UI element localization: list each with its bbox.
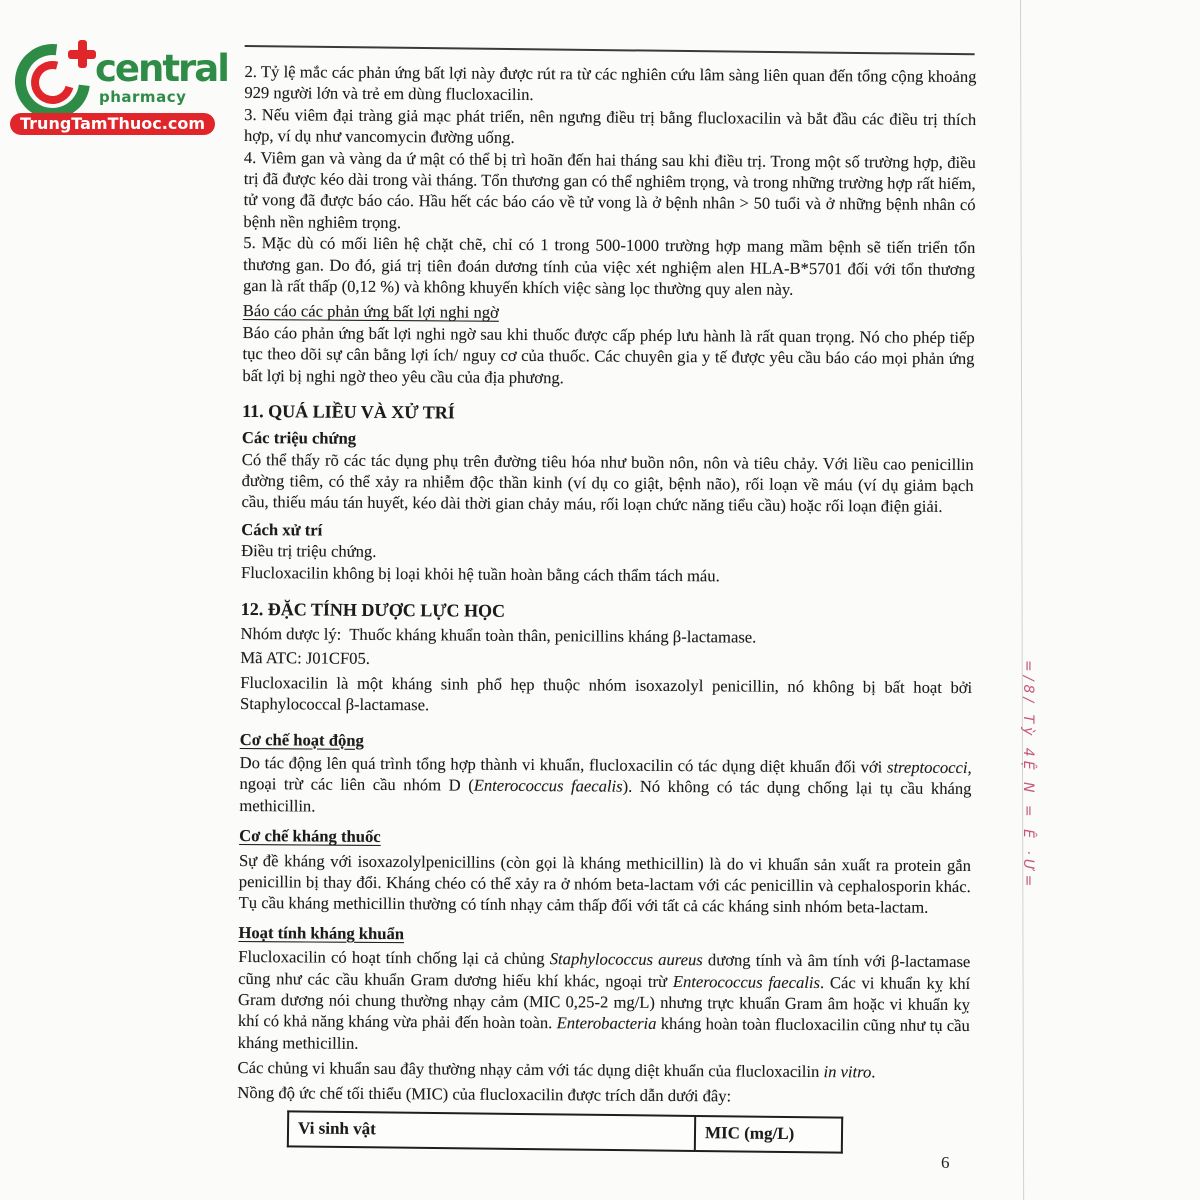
action-body: Do tác động lên quá trình tổng hợp thành vi khuẩn, flucloxacilin có tác dụng diệt khuẩn đối với streptococci, ngoại trừ các liên cầu nhóm D (Enterococcus faecalis). Nó không có tác dụng chống lại tụ cầu kháng methicillin.: [239, 752, 972, 816]
mic-table: [287, 1110, 843, 1154]
symptoms-heading: Các triệu chứng: [241, 428, 357, 448]
logo-tagline-text: pharmacy: [99, 88, 187, 106]
sensitive-strains-line: Các chủng vi khuẩn sau đây thường nhạy cảm với tác dụng diệt khuẩn của flucloxacilin in vitro.: [237, 1058, 876, 1082]
page-number: 6: [941, 1153, 950, 1172]
mic-intro-line: Nồng độ ức chế tối thiểu (MIC) của flucloxacilin được trích dẫn dưới đây:: [237, 1082, 732, 1106]
logo-brand-text: central: [95, 47, 228, 90]
report-heading: Báo cáo các phản ứng bất lợi nghi ngờ: [242, 301, 499, 323]
adverse-item-3: 3. Nếu viêm đại tràng giả mạc phát triển, nên ngưng điều trị bằng flucloxacilin và bắt đầu các điều trị thích hợp, ví dụ như vancomycin đường uống.: [243, 104, 977, 148]
logo-c-icon: [12, 38, 104, 122]
logo-website-badge: TrungTamThuoc.com: [10, 113, 215, 135]
action-heading: Cơ chế hoạt động: [239, 729, 364, 750]
management-line-1: Điều trị triệu chứng.: [241, 541, 377, 562]
plus-icon: [68, 40, 96, 68]
document-body: [237, 0, 977, 1153]
mic-table-header-row: [288, 1111, 842, 1153]
resistance-body: Sự đề kháng với isoxazolylpenicillins (còn gọi là kháng methicillin) là do vi khuẩn sản xuất ra protein gắn penicillin bị thay đổi. Kháng chéo có thể xảy ra ở nhóm beta-lactam với các penicillin và cephalosporin khác. Tụ cầu kháng methicillin thường có tính nhạy cảm thấp đối với tất cả các kháng sinh nhóm beta-lactam.: [238, 850, 972, 918]
mic-table-header-organism: Vi sinh vật: [288, 1111, 695, 1151]
symptoms-body: Có thể thấy rõ các tác dụng phụ trên đường tiêu hóa như buồn nôn, nôn và tiêu chảy. Với liều cao penicillin đường tiêm, có thể xảy ra nhiễm độc thần kinh (ví dụ co giật, bệnh não), rối loạn về máu (ví dụ giảm bạch cầu, thiếu máu tán huyết, kéo dài thời gian chảy máu, rối loạn chức năng tiểu cầu) hoặc rối loạn điện giải.: [241, 449, 974, 517]
pharm-intro: Flucloxacilin là một kháng sinh phổ hẹp thuộc nhóm isoxazolyl penicillin, nó không bị bất hoạt bởi Staphylococcal β-lactamase.: [240, 672, 973, 715]
section-12-heading: 12. ĐẶC TÍNH DƯỢC LỰC HỌC: [240, 598, 506, 621]
management-line-2: Flucloxacilin không bị loại khỏi hệ tuần hoàn bằng cách thẩm tách máu.: [240, 562, 720, 585]
activity-heading: Hoạt tính kháng khuẩn: [238, 922, 405, 943]
adverse-item-2: 2. Tỷ lệ mắc các phản ứng bất lợi này được rút ra từ các nghiên cứu lâm sàng liên quan đến tổng cộng khoảng 929 người lớn và trẻ em dùng flucloxacilin.: [244, 61, 977, 105]
adverse-item-5: 5. Mặc dù có mối liên hệ chặt chẽ, chỉ có 1 trong 500-1000 trường hợp mang mầm bệnh sẽ tiến triển tổn thương gan. Do đó, giá trị tiên đoán dương tính của việc xét nghiệm alen HLA-B*5701 đối với tổn thương gan là rất thấp (0,12 %) và không khuyến khích việc sàng lọc thường quy alen này.: [242, 233, 976, 299]
pharm-group-line: Nhóm dược lý: Thuốc kháng khuẩn toàn thân, penicillins kháng β-lactamase.: [240, 623, 757, 647]
divider-line: [245, 45, 975, 55]
handwritten-annotation: =/8/ Tỳ 4Ệ N = Ê ·Ư=: [1020, 660, 1036, 891]
resistance-heading: Cơ chế kháng thuốc: [239, 826, 381, 847]
adverse-item-4: 4. Viêm gan và vàng da ứ mật có thể bị trì hoãn đến hai tháng sau khi điều trị. Trong một số trường hợp, điều trị đã được kéo dài trong vài tháng. Tổn thương gan có thể nghiêm trọng, và trong những trường hợp rất hiếm, tử vong đã được báo cáo. Hầu hết các báo cáo về tử vong là ở bệnh nhân > 50 tuổi và ở những bệnh nhân có bệnh nền nghiêm trọng.: [243, 147, 976, 232]
activity-body: Flucloxacilin có hoạt tính chống lại cả chủng Staphylococcus aureus dương tính và âm tính với β-lactamase cũng như các cầu khuẩn Gram dương hiếu khí khác, ngoại trừ Enterococcus faecalis. Các vi khuẩn kỵ khí Gram dương nói chung thường nhạy cảm (MIC 0,25-2 mg/L) nhưng trực khuẩn Gram âm hoặc vi khuẩn kỵ khí có khả năng kháng vừa phải đến hoàn toàn. Enterobacteria kháng hoàn toàn flucloxacilin cũng như tụ cầu kháng methicillin.: [237, 947, 971, 1053]
central-pharmacy-logo: [10, 32, 228, 140]
mic-table-header-mic: MIC (mg/L): [695, 1116, 842, 1153]
report-body: Báo cáo phản ứng bất lợi nghi ngờ sau khi thuốc được cấp phép lưu hành là rất quan trọng. Nó cho phép tiếp tục theo dõi sự cân bằng lợi ích/ nguy cơ của thuốc. Các chuyên gia y tế được yêu cầu báo cáo mọi phản ứng bất lợi bị nghi ngờ theo yêu cầu của địa phương.: [242, 322, 975, 387]
scan-edge-artifact: [1020, 0, 1024, 1200]
pharm-atc-line: Mã ATC: J01CF05.: [240, 648, 371, 669]
management-heading: Cách xử trí: [241, 519, 323, 540]
section-11-heading: 11. QUÁ LIỀU VÀ XỬ TRÍ: [242, 401, 455, 423]
